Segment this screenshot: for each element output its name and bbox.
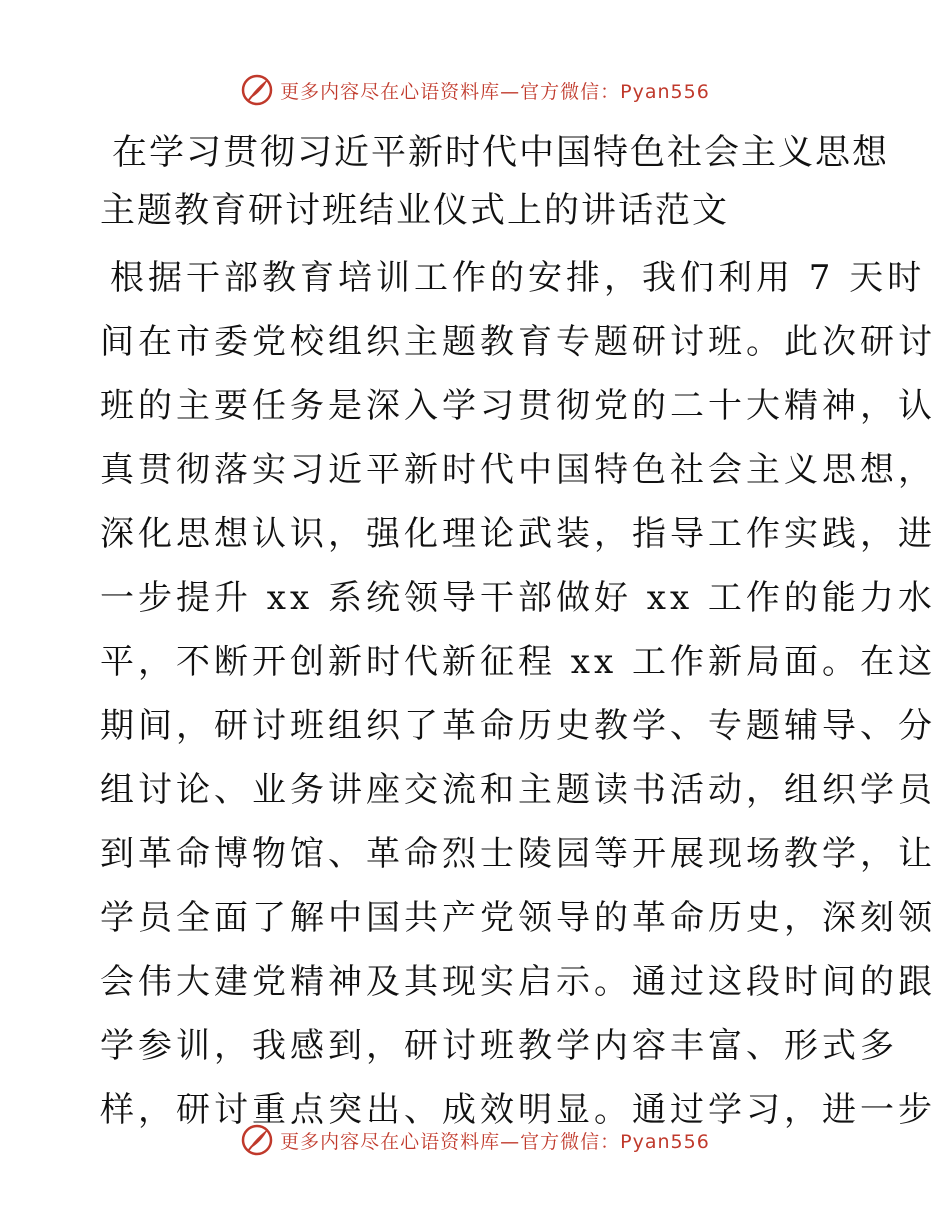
- title-line: 主题教育研讨班结业仪式上的讲话范文: [100, 191, 730, 231]
- watermark-separator: —: [500, 1130, 521, 1153]
- body-line: 组讨论、业务讲座交流和主题读书活动，组织学员: [100, 770, 936, 810]
- body-line: 样，研讨重点突出、成效明显。通过学习，进一步: [100, 1090, 936, 1130]
- body-line: 班的主要任务是深入学习贯彻党的二十大精神，认: [100, 386, 936, 426]
- body-line: 间在市委党校组织主题教育专题研讨班。此次研讨: [100, 322, 936, 362]
- body-line: 平，不断开创新时代新征程 xx 工作新局面。在这: [100, 642, 936, 682]
- body-line: 学员全面了解中国共产党领导的革命历史，深刻领: [100, 898, 936, 938]
- watermark-contact: 官方微信：Pyan556: [520, 1130, 710, 1153]
- title-line: 在学习贯彻习近平新时代中国特色社会主义思想: [112, 133, 890, 173]
- body-paragraph: [100, 246, 936, 1142]
- quill-logo-icon: [240, 73, 274, 107]
- quill-logo-icon: [240, 1123, 274, 1157]
- body-line: 深化思想认识，强化理论武装，指导工作实践，进: [100, 514, 936, 554]
- body-line: 会伟大建党精神及其现实启示。通过这段时间的跟: [100, 962, 936, 1002]
- body-line: 学参训，我感到，研讨班教学内容丰富、形式多: [100, 1026, 898, 1066]
- watermark-main-text: 更多内容尽在心语资料库: [280, 80, 501, 103]
- footer-watermark: [0, 1120, 950, 1160]
- watermark-main-text: 更多内容尽在心语资料库: [280, 1130, 501, 1153]
- watermark-separator: —: [500, 80, 521, 103]
- body-line: 期间，研讨班组织了革命历史教学、专题辅导、分: [100, 706, 936, 746]
- header-watermark: [0, 70, 950, 110]
- watermark-contact: 官方微信：Pyan556: [520, 80, 710, 103]
- document-title: [100, 124, 890, 240]
- watermark-text: [280, 77, 710, 104]
- body-line: 到革命博物馆、革命烈士陵园等开展现场教学，让: [100, 834, 936, 874]
- body-line: 根据干部教育培训工作的安排，我们利用 7 天时: [110, 258, 926, 298]
- watermark-text: [280, 1127, 710, 1154]
- body-line: 真贯彻落实习近平新时代中国特色社会主义思想，: [100, 450, 936, 490]
- body-line: 一步提升 xx 系统领导干部做好 xx 工作的能力水: [100, 578, 936, 618]
